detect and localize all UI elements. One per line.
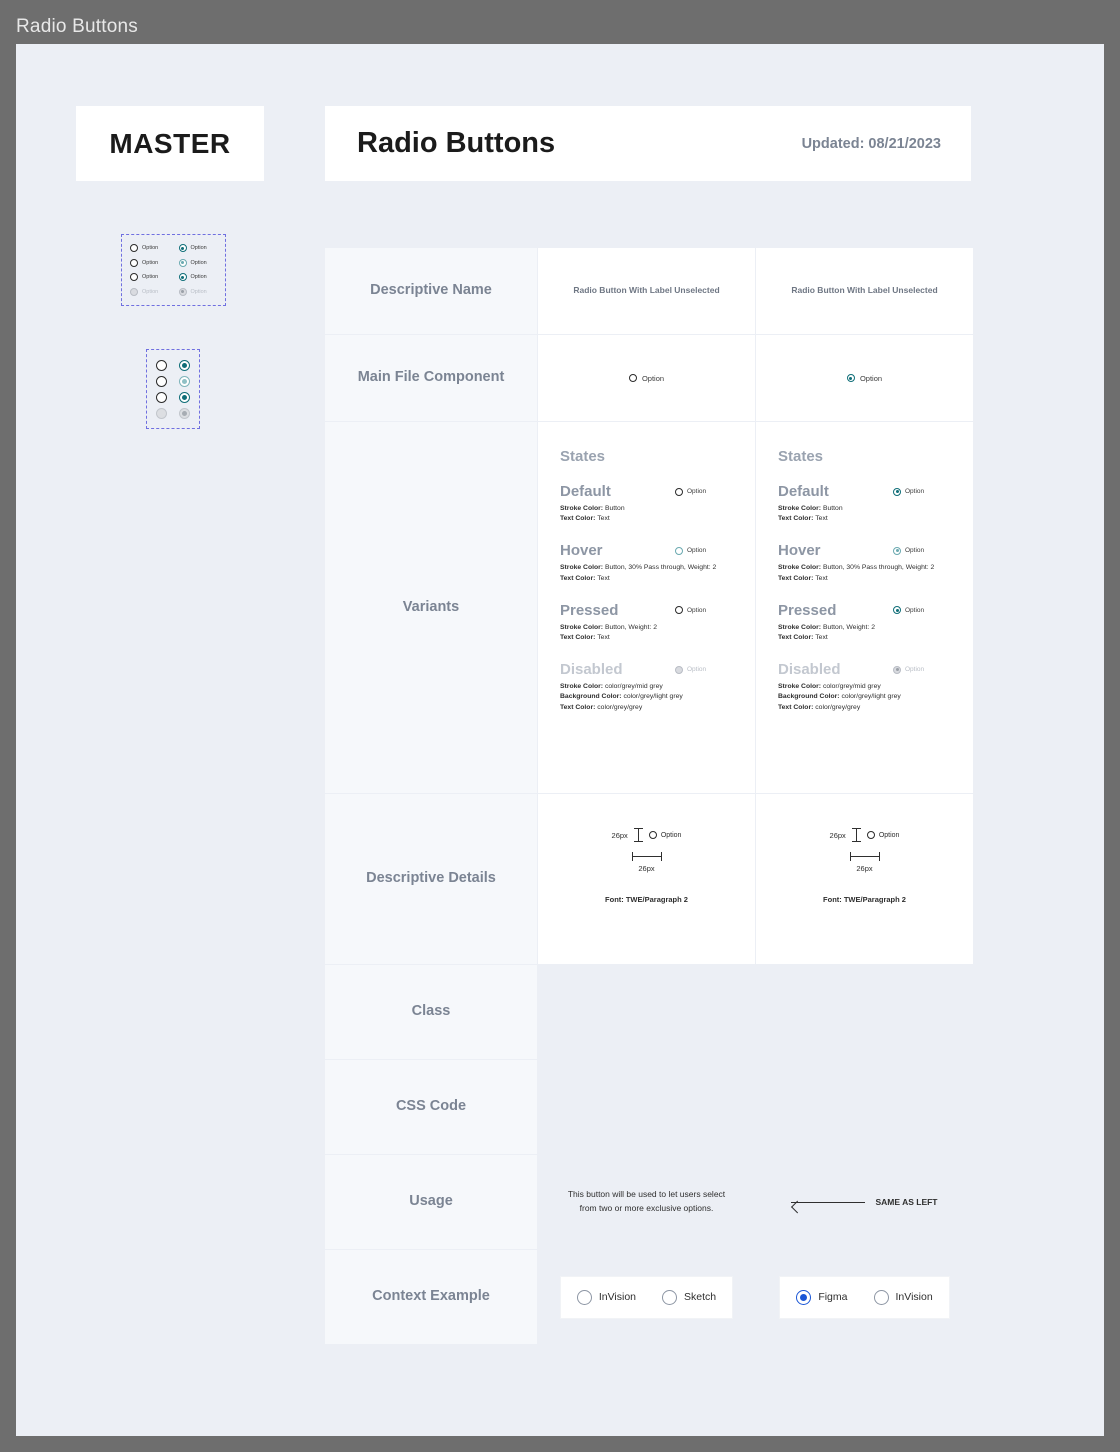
master-card[interactable] bbox=[76, 106, 264, 181]
swatch-item[interactable] bbox=[179, 241, 218, 256]
swatch-label: Option bbox=[142, 245, 159, 252]
radio-disabled-icon bbox=[156, 408, 167, 419]
column-1-details bbox=[538, 794, 755, 964]
column-1-css-code bbox=[538, 1060, 755, 1154]
state-default bbox=[560, 483, 737, 500]
font-note: Font: TWE/Paragraph 2 bbox=[823, 895, 906, 904]
context-option-label: Sketch bbox=[684, 1291, 717, 1303]
radio-label: Option bbox=[905, 488, 925, 495]
radio-icon[interactable] bbox=[130, 259, 138, 267]
radio-icon[interactable] bbox=[156, 392, 167, 403]
spec-key: Stroke Color: bbox=[560, 623, 605, 631]
state-disabled-specs bbox=[560, 682, 737, 713]
spec-val: color/grey/light grey bbox=[623, 693, 683, 701]
swatch-label: Option bbox=[190, 245, 207, 252]
font-note: Font: TWE/Paragraph 2 bbox=[605, 895, 688, 904]
radio-label: Option bbox=[687, 488, 707, 495]
radio-icon[interactable] bbox=[156, 376, 167, 387]
states-title: States bbox=[560, 448, 606, 465]
height-measure-icon bbox=[634, 828, 643, 842]
column-2-main-file bbox=[756, 335, 973, 421]
context-option-invision[interactable] bbox=[577, 1290, 636, 1305]
state-name: Default bbox=[560, 483, 611, 500]
radio-disabled-selected-icon bbox=[179, 408, 190, 419]
radio-label: Option bbox=[687, 547, 707, 555]
radio-selected-icon[interactable] bbox=[847, 374, 855, 382]
radio-label: Option bbox=[905, 547, 925, 555]
usage-text: This button will be used to let users select from two or more exclusive options. bbox=[567, 1189, 726, 1213]
state-name: Hover bbox=[778, 542, 821, 560]
radio-icon[interactable] bbox=[874, 1290, 889, 1305]
same-as-left-text: SAME AS LEFT bbox=[875, 1197, 938, 1207]
spec-val: Text bbox=[815, 515, 828, 523]
spec-val: Text bbox=[597, 515, 610, 523]
row-label-css-code: CSS Code bbox=[325, 1060, 537, 1154]
swatch-item[interactable] bbox=[130, 256, 169, 271]
master-label: MASTER bbox=[109, 127, 231, 159]
updated-date: Updated: 08/21/2023 bbox=[801, 135, 941, 152]
radio-icon[interactable] bbox=[130, 244, 138, 252]
spec-val: Text bbox=[597, 633, 610, 641]
radio-hover-selected-icon[interactable] bbox=[893, 547, 901, 555]
swatch-label: Option bbox=[142, 259, 159, 266]
width-measure-icon bbox=[850, 852, 880, 861]
swatch-item[interactable] bbox=[179, 285, 218, 300]
column-2-context bbox=[756, 1250, 973, 1344]
column-1-class bbox=[538, 965, 755, 1059]
state-disabled-specs bbox=[778, 682, 955, 713]
spec-key: Text Color: bbox=[560, 703, 598, 711]
spec-val: Button, Weight: 2 bbox=[604, 623, 657, 631]
spec-key: Stroke Color: bbox=[560, 505, 605, 512]
spec-key: Background Color: bbox=[778, 693, 842, 701]
state-hover-specs bbox=[560, 563, 737, 583]
state-pressed bbox=[778, 602, 955, 619]
column-2-css-code bbox=[756, 1060, 973, 1154]
swatch-label: Option bbox=[190, 288, 207, 295]
spec-key: Stroke Color: bbox=[778, 505, 823, 512]
state-default-specs bbox=[560, 504, 737, 524]
spec-key: Text Color: bbox=[778, 574, 816, 582]
radio-label: Option bbox=[687, 606, 707, 614]
state-name: Disabled bbox=[778, 661, 841, 679]
row-label-context-example: Context Example bbox=[325, 1250, 537, 1344]
spec-val: Text bbox=[815, 633, 828, 641]
spec-val: Button bbox=[604, 505, 625, 512]
spec-val: Text bbox=[597, 574, 610, 582]
state-default bbox=[778, 483, 955, 500]
radio-label: Option bbox=[641, 373, 665, 383]
swatch-item[interactable] bbox=[130, 285, 169, 300]
spec-val: color/grey/mid grey bbox=[604, 683, 663, 691]
radio-label: Option bbox=[905, 666, 925, 674]
radio-label: Option bbox=[660, 831, 682, 839]
spec-val: Button, Weight: 2 bbox=[822, 623, 875, 631]
swatch-label: Option bbox=[190, 259, 207, 266]
radio-icon[interactable] bbox=[577, 1290, 592, 1305]
spec-key: Stroke Color: bbox=[778, 564, 823, 572]
spec-key: Stroke Color: bbox=[778, 683, 823, 691]
state-hover bbox=[560, 542, 737, 559]
spec-val: color/grey/mid grey bbox=[822, 683, 881, 691]
row-label-descriptive-name: Descriptive Name bbox=[325, 248, 537, 334]
width-dimension: 26px bbox=[856, 864, 873, 873]
height-dimension: 26px bbox=[829, 830, 846, 840]
spec-table bbox=[325, 248, 971, 1344]
spec-key: Text Color: bbox=[778, 703, 816, 711]
spec-key: Stroke Color: bbox=[778, 623, 823, 631]
spec-key: Text Color: bbox=[560, 515, 598, 523]
column-1-context bbox=[538, 1250, 755, 1344]
context-option-label: Figma bbox=[818, 1291, 848, 1303]
radio-icon[interactable] bbox=[156, 360, 167, 371]
swatch-group-a[interactable] bbox=[121, 234, 226, 306]
row-label-class: Class bbox=[325, 965, 537, 1059]
radio-icon[interactable] bbox=[867, 831, 875, 839]
radio-selected-icon[interactable] bbox=[893, 606, 901, 614]
width-dimension: 26px bbox=[638, 864, 655, 873]
column-2-variants bbox=[756, 422, 973, 793]
spec-key: Text Color: bbox=[778, 515, 816, 523]
height-measure-icon bbox=[852, 828, 861, 842]
swatch-label: Option bbox=[190, 274, 207, 281]
column-2-details bbox=[756, 794, 973, 964]
state-name: Default bbox=[778, 483, 829, 500]
spec-val: Text bbox=[815, 574, 828, 582]
context-option-label: InVision bbox=[598, 1291, 637, 1303]
spec-val: color/grey/grey bbox=[815, 703, 861, 711]
state-name: Pressed bbox=[560, 601, 619, 619]
radio-label: Option bbox=[905, 606, 925, 614]
swatch-item[interactable] bbox=[130, 270, 169, 285]
radio-selected-icon[interactable] bbox=[179, 273, 187, 281]
state-name: Hover bbox=[560, 542, 603, 560]
radio-selected-icon[interactable] bbox=[893, 488, 901, 496]
state-hover bbox=[778, 542, 955, 559]
context-card bbox=[561, 1277, 732, 1318]
state-pressed-specs bbox=[560, 623, 737, 643]
radio-disabled-selected-icon bbox=[179, 288, 187, 296]
state-name: Pressed bbox=[778, 601, 837, 619]
column-1-variants bbox=[538, 422, 755, 793]
radio-disabled-selected-icon bbox=[893, 666, 901, 674]
radio-selected-icon[interactable] bbox=[179, 392, 190, 403]
radio-selected-icon[interactable] bbox=[179, 360, 190, 371]
column-2-usage bbox=[756, 1155, 973, 1249]
swatch-item[interactable] bbox=[179, 256, 218, 271]
swatch-label: Option bbox=[142, 274, 159, 281]
radio-label: Option bbox=[878, 831, 900, 839]
radio-selected-icon[interactable] bbox=[179, 244, 187, 252]
radio-icon[interactable] bbox=[662, 1290, 677, 1305]
swatch-group-b[interactable] bbox=[146, 349, 200, 429]
context-option-label: InVision bbox=[895, 1291, 933, 1303]
context-option-sketch[interactable] bbox=[662, 1290, 716, 1305]
spec-key: Stroke Color: bbox=[560, 683, 605, 691]
state-disabled bbox=[560, 661, 737, 678]
radio-hover-icon[interactable] bbox=[179, 259, 187, 267]
spec-val: color/grey/grey bbox=[597, 703, 643, 711]
context-card bbox=[780, 1277, 948, 1318]
spec-val: color/grey/light grey bbox=[841, 693, 901, 701]
radio-icon[interactable] bbox=[130, 273, 138, 281]
swatch-item[interactable] bbox=[130, 241, 169, 256]
radio-hover-icon[interactable] bbox=[179, 376, 190, 387]
design-canvas bbox=[16, 44, 1104, 1436]
radio-icon[interactable] bbox=[675, 606, 683, 614]
context-option-figma[interactable] bbox=[796, 1290, 847, 1305]
window-title: Radio Buttons bbox=[16, 16, 138, 37]
radio-disabled-icon bbox=[675, 666, 683, 674]
column-2-name: Radio Button With Label Unselected bbox=[756, 248, 973, 334]
radio-disabled-icon bbox=[130, 288, 138, 296]
height-dimension: 26px bbox=[611, 830, 628, 840]
state-name: Disabled bbox=[560, 661, 623, 679]
swatch-item[interactable] bbox=[179, 270, 218, 285]
spec-key: Text Color: bbox=[560, 574, 598, 582]
page-header bbox=[325, 106, 971, 181]
radio-icon[interactable] bbox=[675, 488, 683, 496]
radio-hover-icon[interactable] bbox=[675, 547, 683, 555]
row-label-variants: Variants bbox=[325, 422, 537, 793]
spec-val: Button, 30% Pass through, Weight: 2 bbox=[822, 564, 935, 572]
spec-key: Text Color: bbox=[560, 633, 598, 641]
swatch-label: Option bbox=[142, 288, 159, 295]
row-label-usage: Usage bbox=[325, 1155, 537, 1249]
column-2-class bbox=[756, 965, 973, 1059]
page-title: Radio Buttons bbox=[357, 127, 556, 159]
radio-icon[interactable] bbox=[629, 374, 637, 382]
column-1-usage bbox=[538, 1155, 755, 1249]
states-title: States bbox=[778, 448, 824, 465]
row-label-descriptive-details: Descriptive Details bbox=[325, 794, 537, 964]
spec-key: Text Color: bbox=[778, 633, 816, 641]
row-label-main-file-component: Main File Component bbox=[325, 335, 537, 421]
state-pressed-specs bbox=[778, 623, 955, 643]
spec-val: Button bbox=[822, 505, 843, 512]
column-1-main-file bbox=[538, 335, 755, 421]
state-pressed bbox=[560, 602, 737, 619]
arrow-left-icon bbox=[791, 1197, 865, 1207]
context-option-invision[interactable] bbox=[874, 1290, 933, 1305]
spec-key: Background Color: bbox=[560, 693, 624, 701]
state-hover-specs bbox=[778, 563, 955, 583]
column-1-name: Radio Button With Label Unselected bbox=[538, 248, 755, 334]
radio-label: Option bbox=[859, 373, 883, 383]
width-measure-icon bbox=[632, 852, 662, 861]
radio-label: Option bbox=[687, 666, 707, 674]
spec-key: Stroke Color: bbox=[560, 564, 605, 572]
spec-val: Button, 30% Pass through, Weight: 2 bbox=[604, 564, 717, 572]
state-disabled bbox=[778, 661, 955, 678]
state-default-specs bbox=[778, 504, 955, 524]
radio-selected-icon[interactable] bbox=[796, 1290, 811, 1305]
radio-icon[interactable] bbox=[649, 831, 657, 839]
